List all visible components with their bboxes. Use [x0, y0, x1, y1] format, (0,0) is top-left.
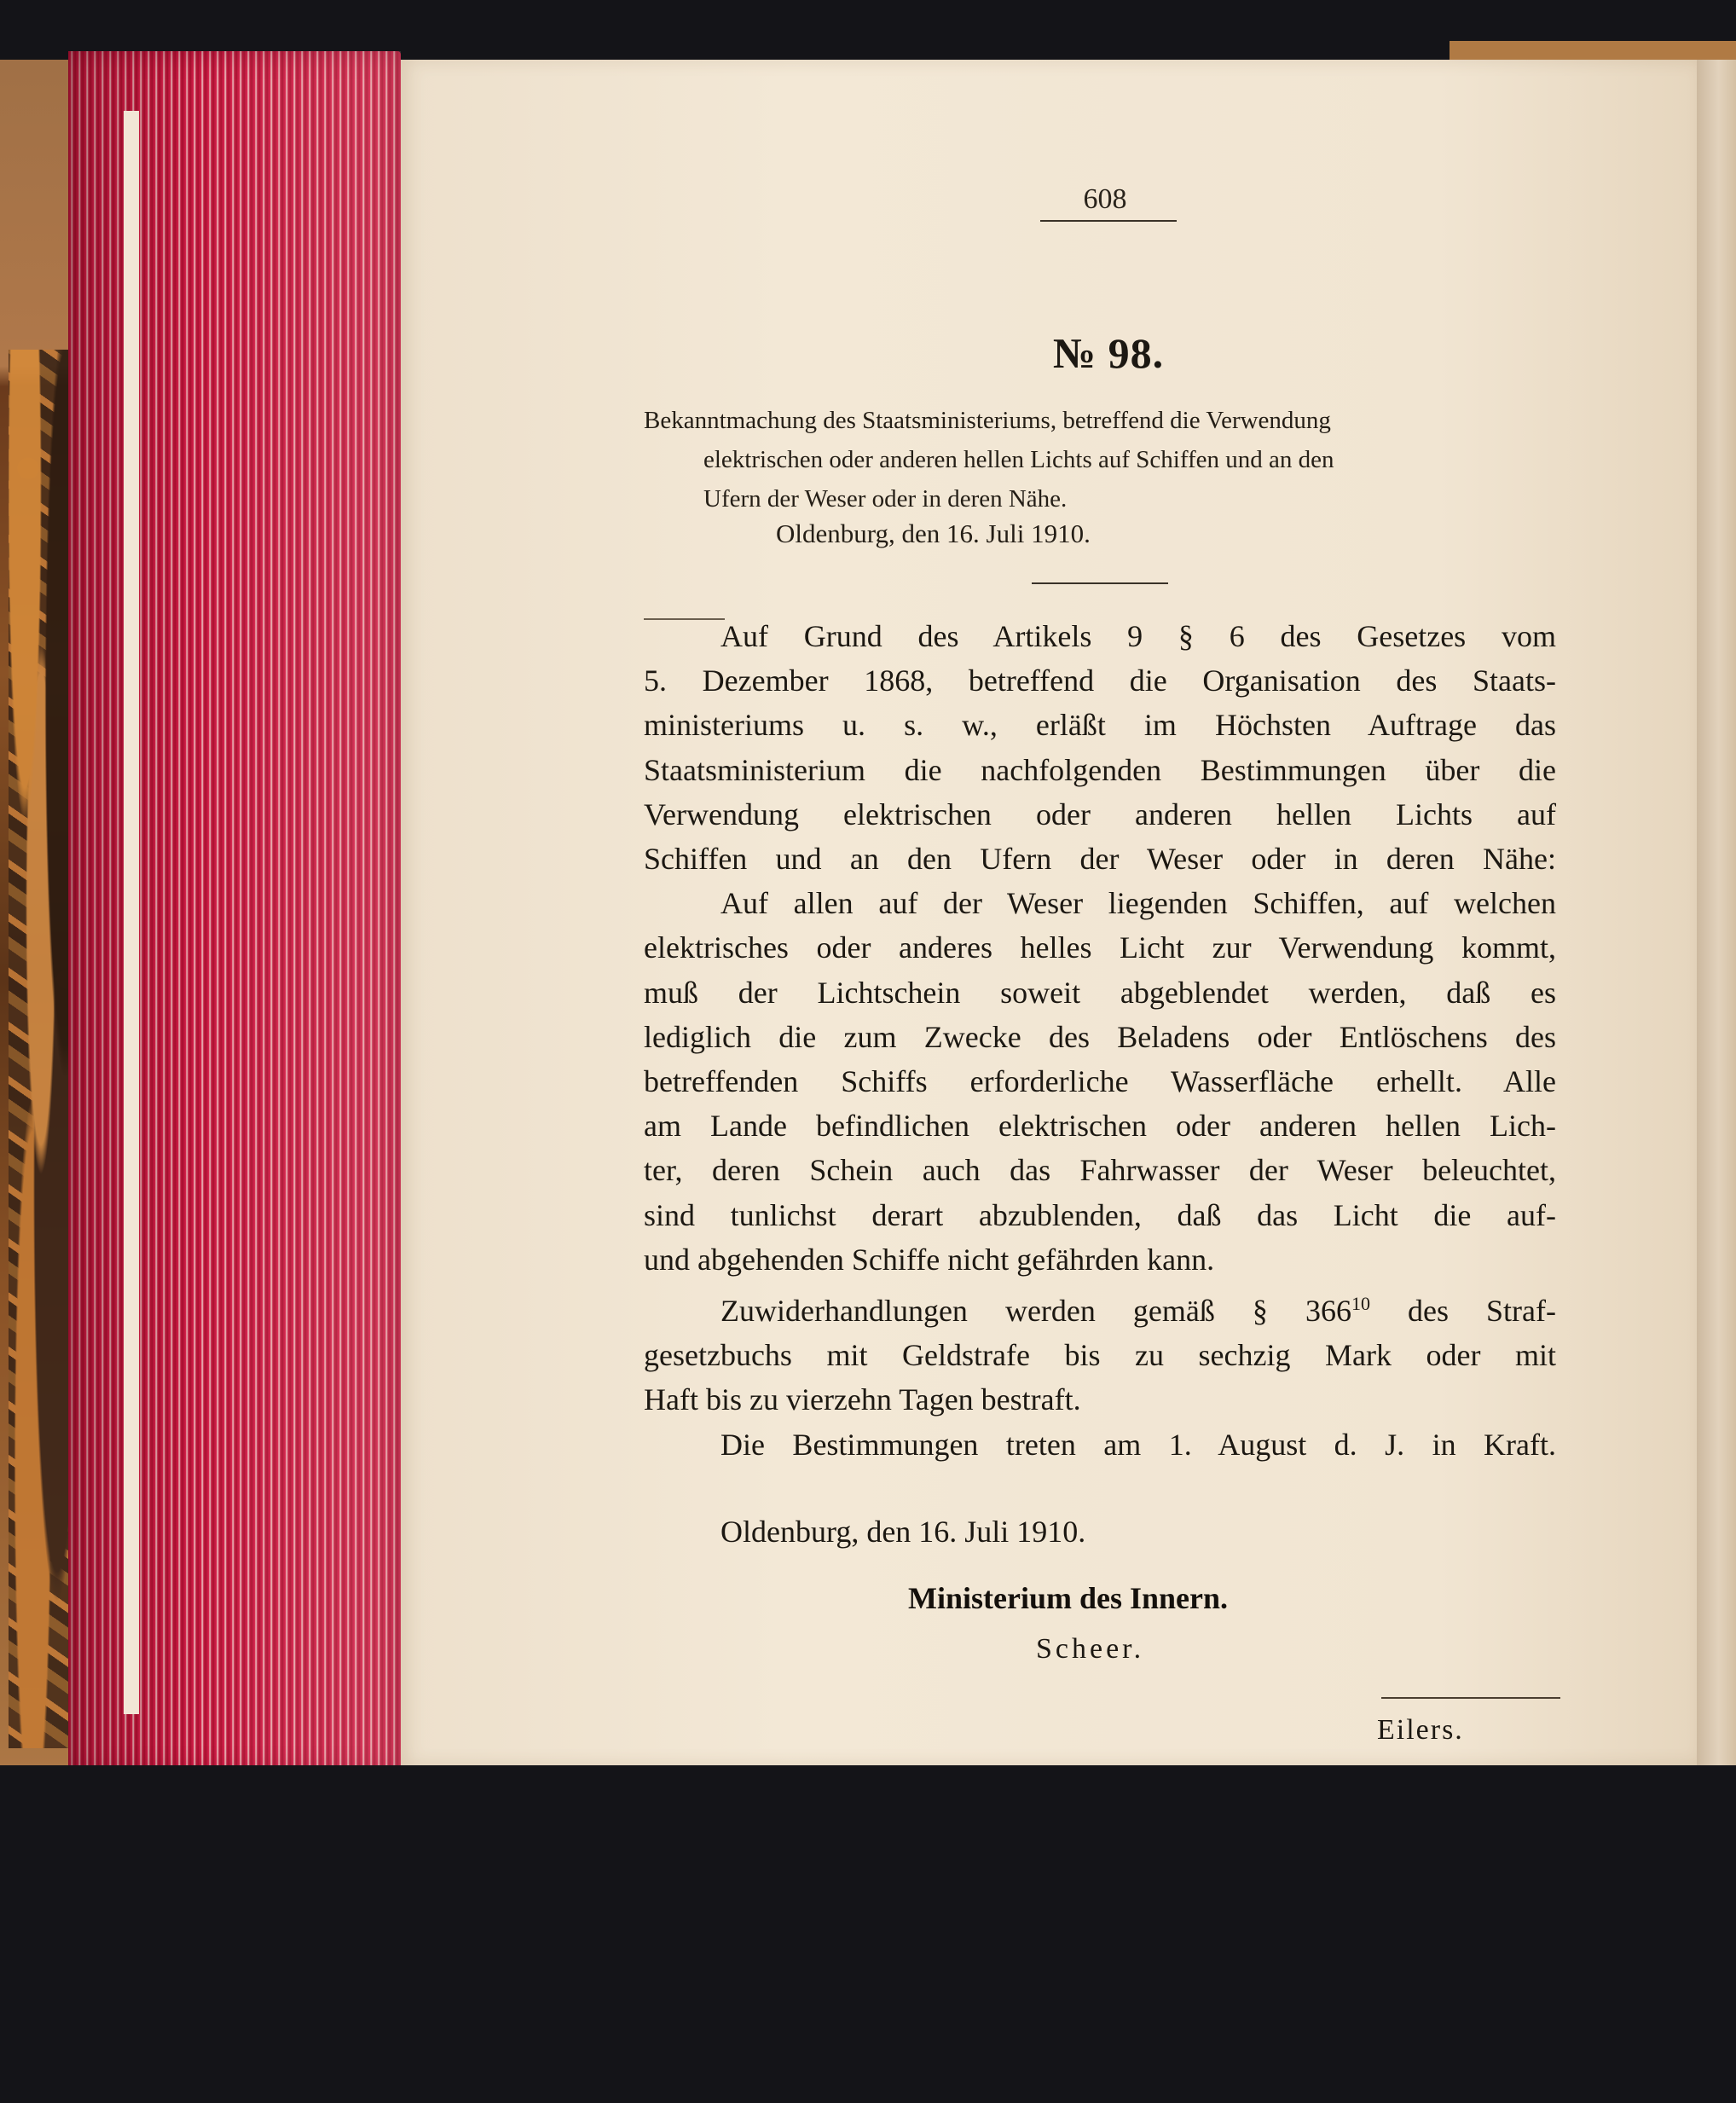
footnote-superscript: 10: [1351, 1293, 1370, 1315]
title-date: Oldenburg, den 16. Juli 1910.: [776, 519, 1091, 548]
body-line: Staatsministerium die nachfolgenden Bestimmungen über die: [644, 752, 1556, 787]
body-line-tail: des Straf-: [1408, 1294, 1557, 1329]
body-line: lediglich die zum Zwecke des Beladens oder Entlöschens des: [644, 1019, 1556, 1054]
signature-eilers: Eilers.: [1377, 1714, 1464, 1746]
signature-scheer: Scheer.: [1036, 1633, 1145, 1665]
scan-background-bottom: [0, 1765, 1736, 2103]
title-line-1: Bekanntmachung des Staatsministeriums, betreffend die Verwendung: [644, 407, 1331, 434]
page-edges-shade: [68, 51, 401, 1774]
body-line: 5. Dezember 1868, betreffend die Organisation des Staats-: [644, 663, 1556, 698]
body-line: Auf allen auf der Weser liegenden Schiffen, auf welchen: [720, 886, 1556, 921]
body-line: muß der Lichtschein soweit abgeblendet werden, daß es: [644, 975, 1556, 1010]
body-line: ter, deren Schein auch das Fahrwasser der Weser beleuchtet,: [644, 1153, 1556, 1188]
facing-page-edge: [1693, 60, 1736, 1774]
title-line-2: elektrischen oder anderen hellen Lichts auf Schiffen und an den: [703, 446, 1334, 473]
page-number: 608: [1083, 183, 1127, 215]
page-edge-highlight: [124, 111, 139, 1714]
body-line-footnote: [644, 1282, 1556, 1333]
body-line: Die Bestimmungen treten am 1. August d. J. in Kraft.: [720, 1427, 1556, 1462]
header-rule: [1040, 220, 1177, 222]
body-line: ministeriums u. s. w., erläßt im Höchsten Auftrage das: [644, 708, 1556, 743]
title-line-3: Ufern der Weser oder in deren Nähe.: [703, 485, 1068, 513]
body-line: Schiffen und an den Ufern der Weser oder in deren Nähe:: [644, 842, 1556, 877]
body-line: gesetzbuchs mit Geldstrafe bis zu sechzig Mark oder mit: [644, 1338, 1556, 1373]
body-line: sind tunlichst derart abzublenden, daß das Licht die auf-: [644, 1197, 1556, 1232]
body-line: und abgehenden Schiffe nicht gefährden kann.: [644, 1242, 1215, 1277]
title-rule: [1032, 582, 1168, 584]
closing-date: Oldenburg, den 16. Juli 1910.: [720, 1515, 1086, 1549]
body-line-text: Zuwiderhandlungen werden gemäß § 366: [720, 1294, 1351, 1329]
body-line: Haft bis zu vierzehn Tagen bestraft.: [644, 1382, 1081, 1417]
document-number: № 98.: [1052, 329, 1165, 377]
body-line: Auf Grund des Artikels 9 § 6 des Gesetzes vom: [720, 619, 1556, 653]
signature-rule: [1381, 1697, 1560, 1699]
document-title: [644, 401, 1556, 519]
body-text: [644, 614, 1556, 1467]
ministry-name: Ministerium des Innern.: [908, 1581, 1229, 1615]
body-line: betreffenden Schiffs erforderliche Wasserfläche erhellt. Alle: [644, 1064, 1556, 1099]
body-line: Verwendung elektrischen oder anderen hellen Lichts auf: [644, 797, 1556, 831]
body-line: am Lande befindlichen elektrischen oder anderen hellen Lich-: [644, 1109, 1556, 1144]
body-line: elektrisches oder anderes helles Licht zur Verwendung kommt,: [644, 930, 1556, 965]
